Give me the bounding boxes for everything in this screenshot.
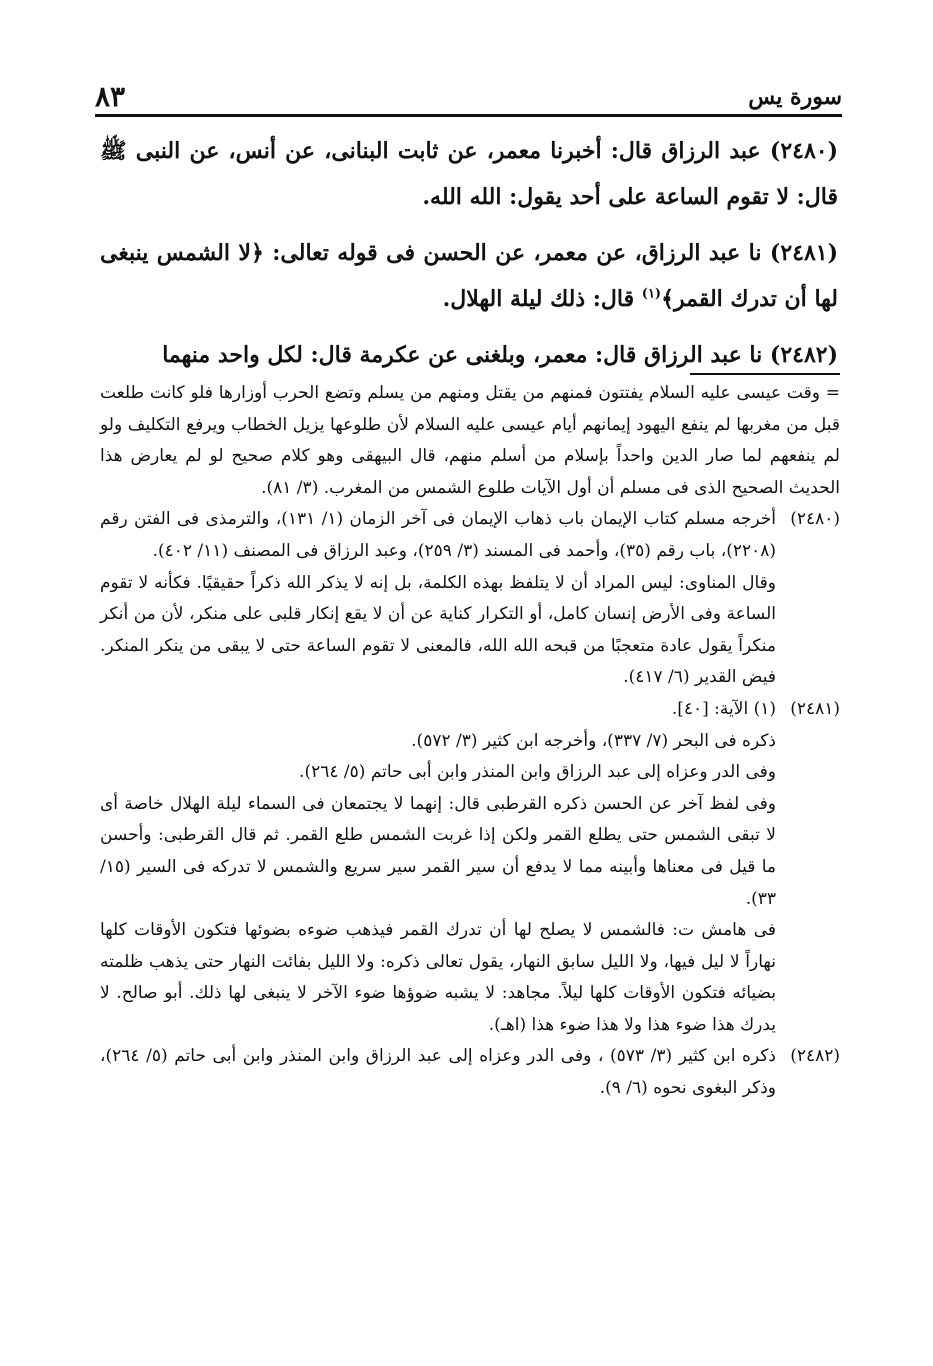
footnote-text: ذكره ابن كثير (٣/ ٥٧٣) ، وفى الدر وعزاه إلى عبد الرزاق وابن المنذر وابن أبى حاتم (٥/ ٢٦٤)، وذكر البغوى نحوه (٦/ ٩). (100, 1046, 776, 1099)
hadith-text-continued: قال: ذلك ليلة الهلال. (442, 286, 642, 312)
footnote-2481 (100, 694, 840, 1042)
hadith-text: عبد الرزاق قال: أخبرنا معمر، عن ثابت البنانى، عن أنس، عن النبى ﷺ قال: لا تقوم الساعة على أحد يقول: الله الله. (100, 138, 838, 210)
hadith-entry-2481 (100, 230, 838, 322)
page-header (95, 78, 842, 117)
hadith-number: (٢٤٨١) (769, 240, 838, 266)
hadith-text: نا عبد الرزاق، عن معمر، عن الحسن فى قوله تعالى: (263, 240, 762, 266)
footnote-label: (٢٤٨٢) (790, 1046, 840, 1067)
footnote-separator (690, 373, 840, 375)
footnote-text: وفى لفظ آخر عن الحسن ذكره القرطبى قال: إنهما لا يجتمعان فى السماء ليلة الهلال خاصة أى لا تبقى الشمس حتى يطلع القمر ولكن إذا غربت الشمس طلع القمر. ثم قال القرطبى: وأحسن ما قيل فى معناها وأبينه مما لا يدفع أن سير القمر سير سريع والشمس لا تدركه فى السير (١٥/ ٣٣). (100, 793, 776, 909)
hadith-number: (٢٤٨٢) (769, 342, 838, 368)
hadith-number: (٢٤٨٠) (769, 138, 838, 164)
quran-verse: ﴿لا الشمس ينبغى لها أن تدرك القمر﴾ (100, 240, 838, 312)
page-number: ٨٣ (95, 80, 126, 113)
footnote-text: = وقت عيسى عليه السلام يفتتون فمنهم من يقتل ومنهم من يسلم وتضع الحرب أوزارها فلو كانت طلعت قبل من مغربها لم ينفع اليهود إيمانهم أيام عيسى عليه السلام لأن طلوعها يزيل الخطاب ويرفع التكليف ولو لم ينفعهم لما صار الدين واحداً بإسلام من أسلم منهم، قال البيهقى وهو كلام صحيح لو لم يعارض هذا الحديث الصحيح الذى فى مسلم أن أول الآيات طلوع الشمس من المغرب. (٣/ ٨١). (100, 383, 840, 498)
footnote-text: فى هامش ت: فالشمس لا يصلح لها أن تدرك القمر فيذهب ضوءه بضوئها فتكون الأوقات كلها نهاراً لا ليل فيها، ولا الليل سابق النهار، يقول تعالى ذكره: ولا الليل بفائت النهار حتى يذهب ظلمته بضيائه فتكون الأوقات كلها ليلاً. مجاهد: لا يشبه ضوؤها ضوء الآخر لا ينبغى لها ذلك. أبو صالح. لا يدرك هذا ضوء هذا ولا هذا ضوء هذا (اهـ). (100, 920, 776, 1035)
footnote-text: (١) الآية: [٤٠]. (671, 698, 776, 719)
footnote-label: (٢٤٨١) (790, 698, 840, 719)
footnote-2482 (100, 1041, 840, 1104)
hadith-entry-2480 (100, 128, 838, 220)
running-title: سورة يس (748, 84, 842, 110)
main-text (100, 128, 838, 388)
footnote-2480 (100, 504, 840, 694)
footnote-text: أخرجه مسلم كتاب الإيمان باب ذهاب الإيمان فى آخر الزمان (١/ ١٣١)، والترمذى فى الفتن رقم (٢٢٠٨)، باب رقم (٣٥)، وأحمد فى المسند (٣/ ٢٥٩)، وعبد الرزاق فى المصنف (١١/ ٤٠٢). (100, 509, 776, 561)
footnote-label: (٢٤٨٠) (790, 509, 840, 530)
footnotes-section (100, 378, 840, 1105)
footnote-text: وفى الدر وعزاه إلى عبد الرزاق وابن المنذر وابن أبى حاتم (٥/ ٢٦٤). (299, 762, 776, 783)
hadith-entry-2482 (100, 332, 838, 378)
footnote-continuation (100, 378, 840, 504)
hadith-text: نا عبد الرزاق قال: معمر، وبلغنى عن عكرمة قال: لكل واحد منهما (162, 342, 763, 368)
footnote-ref[interactable]: (١) (641, 286, 662, 302)
footnote-text: وقال المناوى: ليس المراد أن لا يتلفظ بهذه الكلمة، بل إنه لا يذكر الله ذكراً حقيقيًا. فكأنه لا تقوم الساعة وفى الأرض إنسان كامل، أو التكرار كناية عن أن لا يقع إنكار قلبى على منكر، لأن من أنكر منكراً يقول عادة متعجبًا من قبحه الله الله، فالمعنى لا تقوم الساعة حتى لا يبقى من ينكر المنكر. فيض القدير (٦/ ٤١٧). (100, 572, 776, 688)
footnote-text: ذكره فى البحر (٧/ ٣٣٧)، وأخرجه ابن كثير (٣/ ٥٧٢). (411, 730, 776, 751)
